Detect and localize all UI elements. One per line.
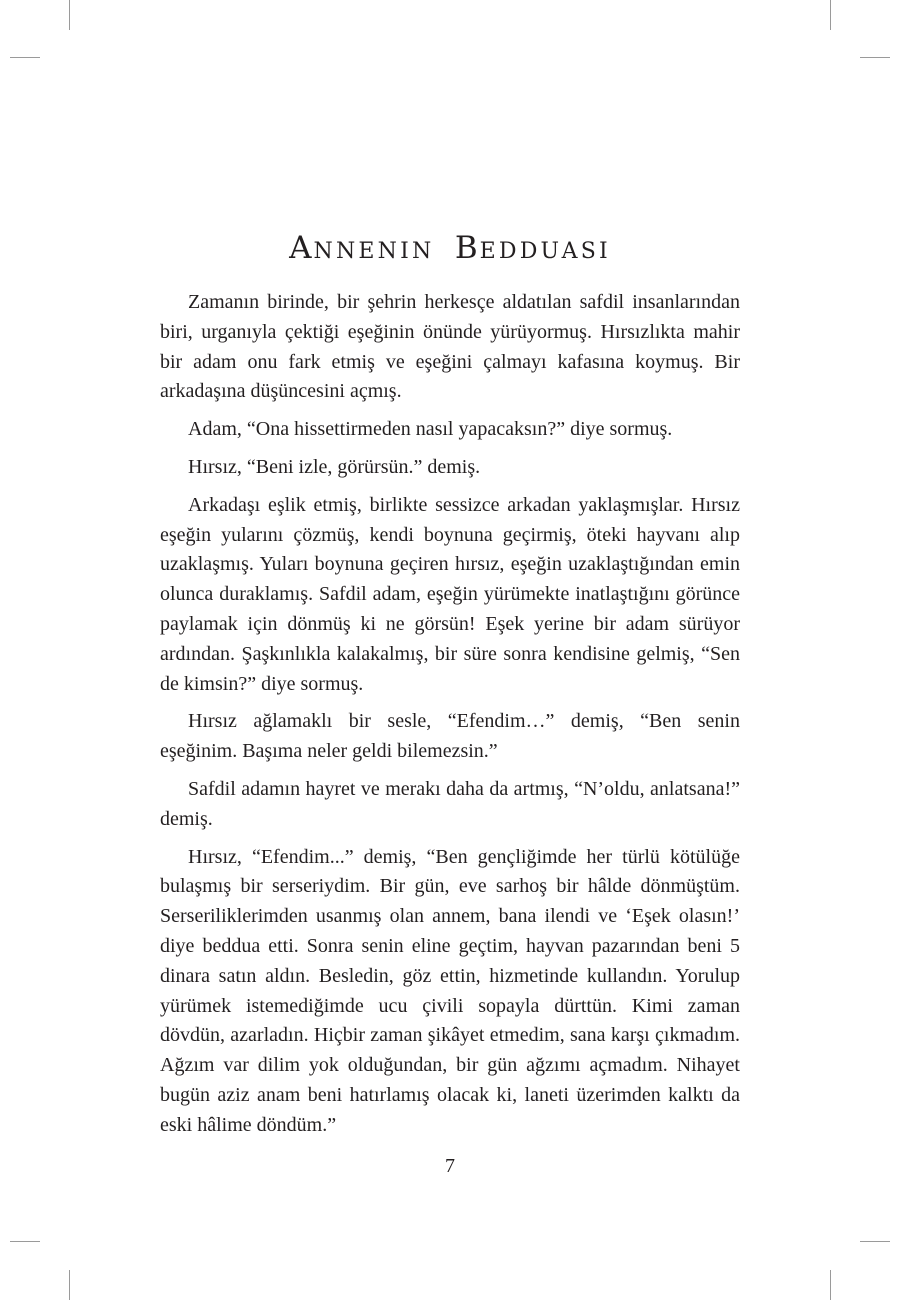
crop-mark-right-bottom [860,1241,890,1242]
crop-mark-bottom-left [69,1270,70,1300]
crop-mark-left-top [10,57,40,58]
paragraph: Hırsız ağlamaklı bir sesle, “Efendim…” demiş, “Ben senin eşeğinim. Başıma neler geldi bilemezsin.” [160,710,740,763]
crop-mark-right-top [860,57,890,58]
chapter-title-initial-1: A [289,230,314,266]
chapter-title-initial-2: B [454,230,480,266]
paragraph: Safdil adamın hayret ve merakı daha da artmış, “N’oldu, anlatsana!” demiş. [160,777,740,830]
crop-mark-top-left [69,0,70,30]
crop-mark-left-bottom [10,1241,40,1242]
chapter-title [0,230,900,266]
chapter-title-word-2-rest: EDDUASI [479,239,611,264]
paragraph: Hırsız, “Efendim...” demiş, “Ben gençliğimde her türlü kötülüğe bulaşmış bir serseriydim. Bir gün, eve sarhoş bir hâlde dönmüştüm. Serseriliklerimden usanmış olan annem, bana ilendi ve ‘Eşek olasın!’ diye beddua etti. Sonra senin eline geçtim, hayvan pazarından beni 5 dinara satın aldın. Besledin, göz ettin, hizmetinde kullandın. Yorulup yürümek istemediğimde ucu çivili sopayla dürttün. Kimi zaman dövdün, azarladın. Hiçbir zaman şikâyet etmedim, sana karşı çıkmadım. Ağzım var dilim yok olduğundan, bir gün ağzımı açmadım. Nihayet bugün aziz anam beni hatırlamış olacak ki, laneti üzerimden kalktı da eski hâlime döndüm.” [160,845,740,1136]
story-body [160,288,740,1149]
paragraph: Arkadaşı eşlik etmiş, birlikte sessizce arkadan yaklaşmışlar. Hırsız eşeğin yularını çözmüş, kendi boynuna geçirmiş, öteki hayvanı alıp uzaklaşmış. Yuları boynuna geçiren hırsız, eşeğin uzaklaştığından emin olunca duraklamış. Safdil adam, eşeğin yürümekte inatlaştığını görünce paylamak için dönmüş ki ne görsün! Eşek yerine bir adam sürüyor ardından. Şaşkınlıkla kalakalmış, bir süre sonra kendisine gelmiş, “Sen de kimsin?” diye sormuş. [160,493,740,695]
paragraph: Adam, “Ona hissettirmeden nasıl yapacaksın?” diye sormuş. [188,418,673,441]
chapter-title-word-1-rest: NNENIN [313,239,435,264]
paragraph: Hırsız, “Beni izle, görürsün.” demiş. [188,455,481,478]
crop-mark-bottom-right [830,1270,831,1300]
crop-mark-top-right [830,0,831,30]
page-number: 7 [445,1155,455,1177]
paragraph: Zamanın birinde, bir şehrin herkesçe aldatılan safdil insanlarından biri, urganıyla çektiği eşeğinin önünde yürüyormuş. Hırsızlıkta mahir bir adam onu fark etmiş ve eşeğini çalmayı kafasına koymuş. Bir arkadaşına düşüncesini açmış. [160,291,740,403]
